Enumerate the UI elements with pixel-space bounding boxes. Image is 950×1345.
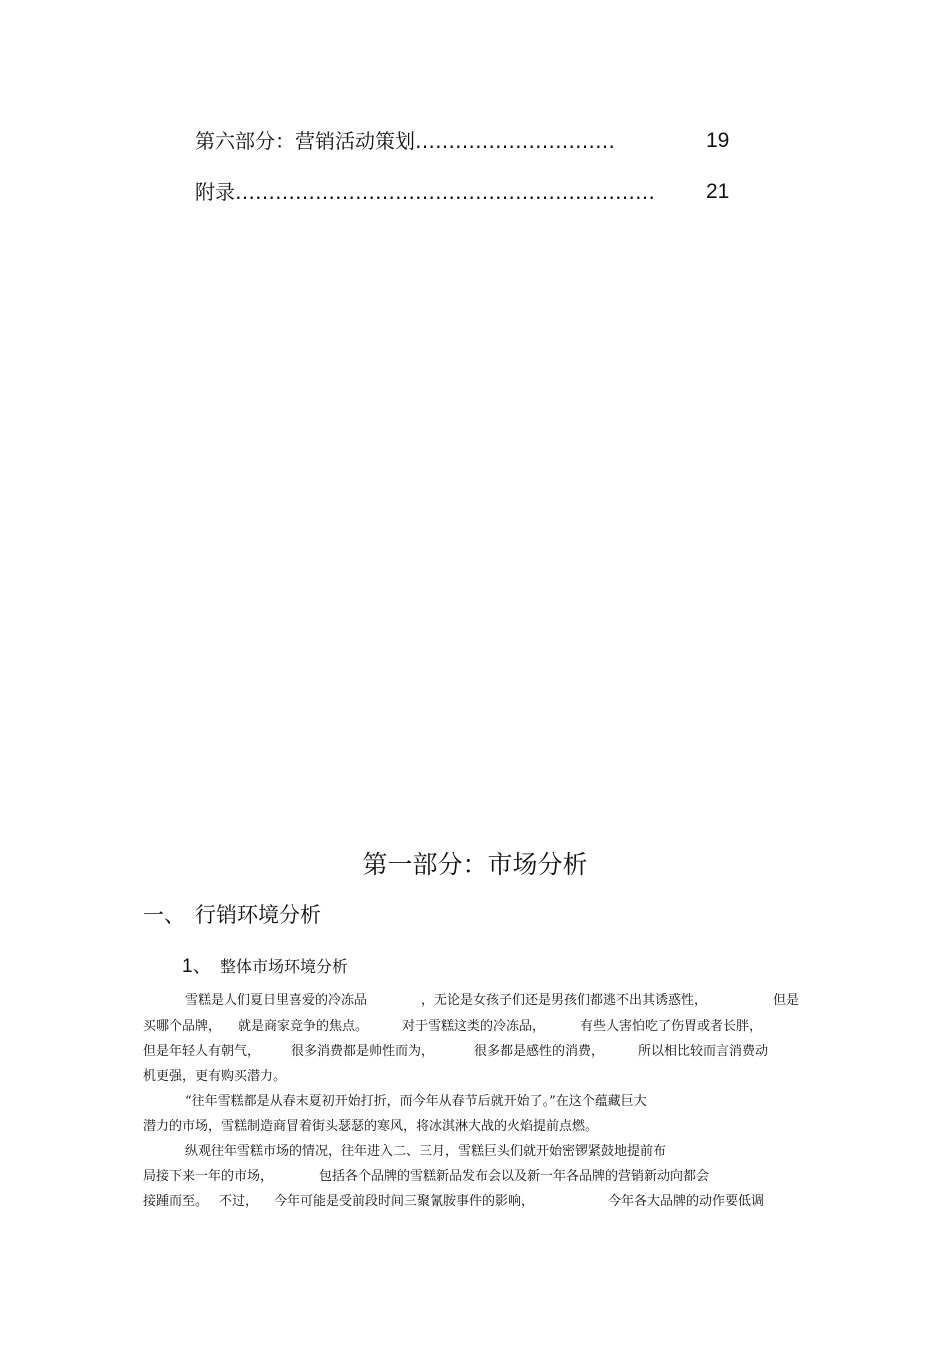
subsection-heading	[182, 955, 348, 979]
body-line	[143, 1168, 783, 1186]
text-run: 不过，	[219, 1194, 259, 1209]
body-line	[143, 1018, 803, 1036]
text-run: 今年各大品牌的动作要低调	[608, 1194, 765, 1209]
toc-entry-label: 附录………………………………………………………	[195, 180, 655, 204]
text-run: 接踵而至。	[143, 1194, 209, 1209]
text-run: 今年可能是受前段时间三聚氰胺事件的影响，	[274, 1194, 535, 1209]
text-run: 很多都是感性的消费，	[474, 1044, 605, 1059]
body-line	[185, 992, 805, 1010]
toc-entry-appendix	[195, 177, 735, 207]
body-line	[143, 1193, 803, 1211]
part-title: 第一部分：市场分析	[362, 850, 588, 879]
body-line	[143, 1068, 443, 1086]
toc-entry-label: 第六部分：营销活动策划…………………………	[195, 129, 615, 153]
text-run: “往年雪糕都是从春末夏初开始打折，而今年从春节后就开始了。”在这个蕴藏巨大	[185, 1094, 647, 1109]
subsection-number: 1、	[182, 956, 212, 977]
body-line	[185, 1093, 785, 1111]
text-run: 但是	[773, 993, 800, 1008]
body-line	[185, 1143, 785, 1161]
text-run: 雪糕是人们夏日里喜爱的冷冻品	[185, 993, 368, 1008]
text-run: 很多消费都是帅性而为，	[291, 1044, 435, 1059]
section-heading	[143, 900, 321, 930]
body-line	[143, 1118, 743, 1136]
text-run: 买哪个品牌，	[143, 1019, 222, 1034]
toc-entry-page: 19	[706, 129, 730, 152]
text-run: 局接下来一年的市场，	[143, 1169, 274, 1184]
section-title: 行销环境分析	[195, 903, 321, 927]
subsection-title: 整体市场环境分析	[220, 957, 349, 976]
text-run: 包括各个品牌的雪糕新品发布会以及新一年各品牌的营销新动向都会	[319, 1169, 710, 1184]
toc-entry-page: 21	[706, 180, 730, 203]
text-run: 就是商家竞争的焦点。	[238, 1019, 369, 1034]
body-line	[143, 1043, 803, 1061]
toc-entry-part6	[195, 126, 735, 156]
text-run: 纵观往年雪糕市场的情况，往年进入二、三月，雪糕巨头们就开始密锣紧鼓地提前布	[185, 1144, 667, 1159]
text-run: 但是年轻人有朝气，	[143, 1044, 261, 1059]
text-run: ，无论是女孩子们还是男孩们都逃不出其诱惑性，	[421, 993, 708, 1008]
text-run: 对于雪糕这类的冷冻品，	[402, 1019, 546, 1034]
section-number: 一、	[143, 903, 185, 927]
text-run: 有些人害怕吃了伤胃或者长胖，	[580, 1019, 763, 1034]
text-run: 所以相比较而言消费动	[638, 1044, 769, 1059]
text-run: 机更强，更有购买潜力。	[143, 1069, 287, 1084]
text-run: 潜力的市场，雪糕制造商冒着街头瑟瑟的寒风，将冰淇淋大战的火焰提前点燃。	[143, 1119, 599, 1134]
